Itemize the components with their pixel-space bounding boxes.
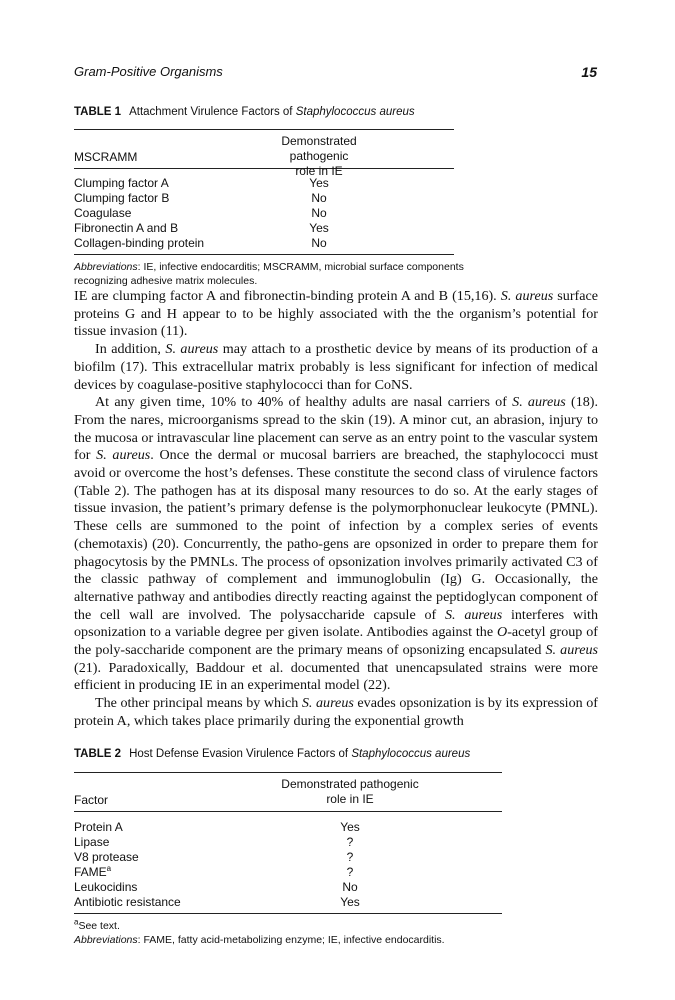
text-run: (18). From the nares, microorganisms spread to the skin (19). A minor cut, an abrasion, injury to the mucosa or intravascular line placement can serve as an entry point to the vascular system for — [74, 394, 599, 464]
table-cell-role: No — [311, 236, 327, 250]
table-1 — [74, 106, 464, 288]
table-cell-factor: Lipase — [74, 835, 110, 849]
table-row — [74, 895, 502, 910]
table-row — [74, 820, 502, 835]
table-cell-factor: Fibronectin A and B — [74, 221, 179, 235]
table-cell-factor: Coagulase — [74, 206, 132, 220]
paragraph-4 — [74, 695, 598, 730]
table-cell-factor: Collagen-binding protein — [74, 236, 205, 250]
table-2-caption-text: Host Defense Evasion Virulence Factors of — [129, 748, 352, 760]
table-row — [74, 191, 454, 206]
table-row — [74, 221, 454, 236]
table-1-label: TABLE 1 — [74, 106, 122, 118]
table-cell-factor: Clumping factor A — [74, 176, 169, 190]
table-cell-factor: V8 protease — [74, 850, 139, 864]
table-1-col2-header — [264, 134, 374, 179]
italic-letter: O — [497, 624, 508, 641]
table-row — [74, 865, 502, 880]
footnote-text: See text. — [78, 920, 120, 932]
table-2-col2-header-line2: role in IE — [326, 792, 374, 806]
abbreviations-text: : IE, infective endocarditis; MSCRAMM, microbial surface components — [137, 261, 464, 273]
factor-text: FAME — [74, 865, 107, 879]
table-2-header-row — [74, 773, 502, 811]
table-cell-role: ? — [346, 865, 354, 879]
table-cell-role: ? — [346, 850, 354, 864]
species-name: S. aureus — [500, 288, 554, 304]
table-2 — [74, 748, 502, 947]
abbreviations-label: Abbreviations — [74, 934, 138, 946]
table-row — [74, 176, 454, 191]
text-run: IE are clumping factor A and fibronectin-binding protein A and B (15,16). — [74, 288, 501, 304]
text-run: interferes with opsonization to a variable degree per given isolate. Antibodies against the — [74, 606, 598, 641]
table-1-col1-header: MSCRAMM — [74, 150, 138, 164]
species-name: S. aureus — [165, 341, 219, 358]
table-1-caption-text: Attachment Virulence Factors of — [129, 106, 296, 118]
table-cell-role: Yes — [340, 820, 360, 834]
species-name: S. aureus — [445, 606, 503, 623]
page-number: 15 — [581, 64, 597, 80]
paragraph-2 — [74, 341, 598, 394]
abbreviations-label: Abbreviations — [74, 261, 138, 273]
abbreviations-text: : FAME, fatty acid-metabolizing enzyme; IE, infective endocarditis. — [137, 934, 445, 946]
table-row — [74, 206, 454, 221]
table-1-col2-header-line2: role in IE — [295, 164, 343, 178]
table-2-abbreviations — [74, 933, 502, 947]
table-1-abbreviations — [74, 260, 464, 288]
table-cell-factor: Protein A — [74, 820, 123, 834]
text-run: At any given time, 10% to 40% of healthy adults are nasal carriers of — [95, 394, 513, 411]
species-name: S. aureus — [301, 695, 354, 712]
table-1-col2-header-line1: Demonstrated pathogenic — [281, 134, 357, 163]
footnote-marker: a — [74, 917, 79, 927]
table-row — [74, 850, 502, 865]
table-1-bottom-rule — [74, 254, 454, 255]
species-name: S. aureus — [512, 394, 566, 411]
table-cell-role: ? — [346, 835, 354, 849]
table-cell-factor — [74, 865, 111, 880]
paragraph-3 — [74, 394, 598, 695]
table-2-col2-header-line1: Demonstrated pathogenic — [281, 777, 419, 791]
table-row — [74, 236, 454, 251]
table-2-caption-species: Staphylococcus aureus — [351, 748, 471, 760]
table-cell-factor: Leukocidins — [74, 880, 138, 894]
table-cell-factor: Clumping factor B — [74, 191, 170, 205]
text-run: In addition, — [95, 341, 166, 358]
text-run: surface proteins G and H appear to to be highly associated with the the organism’s potential for tissue invasion (11). — [74, 288, 598, 340]
abbreviations-text-cont: recognizing adhesive matrix molecules. — [74, 275, 258, 287]
species-name: S. aureus — [96, 447, 151, 464]
body-text — [74, 288, 598, 731]
table-2-footnote — [74, 919, 502, 933]
table-2-caption — [74, 748, 502, 760]
table-2-footnotes — [74, 919, 502, 947]
text-run: may attach to a prosthetic device by means of its production of a biofilm (17). This extracellular matrix probably is less significant for infection of medical devices by coagulase-positive staphylococci than for CoNS. — [74, 341, 599, 393]
table-1-caption-species: Staphylococcus aureus — [295, 106, 415, 118]
table-cell-factor: Antibiotic resistance — [74, 895, 181, 909]
footnote-marker: a — [106, 864, 112, 873]
paragraph-1 — [74, 288, 598, 341]
table-row — [74, 880, 502, 895]
text-run: (21). Paradoxically, Baddour et al. documented that unencapsulated strains were more efficient in producing IE in an experimental model (22). — [74, 659, 598, 694]
text-run: -acetyl group of the poly-saccharide component are the primary means of opsonizing encapsulated — [74, 624, 598, 659]
table-cell-role: No — [311, 206, 327, 220]
table-cell-role: No — [342, 880, 358, 894]
running-head-title: Gram-Positive Organisms — [74, 64, 223, 79]
table-2-bottom-rule — [74, 913, 502, 914]
table-1-caption — [74, 106, 454, 118]
table-cell-role: Yes — [309, 221, 329, 235]
table-2-label: TABLE 2 — [74, 748, 122, 760]
species-name: S. aureus — [545, 642, 598, 659]
table-cell-role: No — [311, 191, 327, 205]
table-cell-role: Yes — [340, 895, 360, 909]
table-2-col1-header: Factor — [74, 793, 109, 807]
table-row — [74, 835, 502, 850]
table-cell-role: Yes — [309, 176, 329, 190]
table-2-col2-header — [280, 777, 420, 807]
text-run: The other principal means by which — [95, 695, 302, 712]
text-run: . Once the dermal or mucosal barriers are breached, the staphylococci must avoid or overcome the host’s defenses. These constitute the second class of virulence factors (Table 2). The pathogen has at its disposal many resources to do so. At the early stages of tissue invasion, the patient’s primary defense is the polymorphonuclear leukocyte (PMNL). These cells are summoned to the point of infection by a complex series of events (chemotaxis) (20). Concurrently, the patho-gens are opsonized in order to prepare them for phagocytosis by the PMNLs. The process of opsonization involves primarily activated C3 of the classic pathway of complement and immunoglobulin (Ig) G. Occasionally, the alternative pathway and antibodies directly reacting against the peptidoglycan component of the cell wall are involved. The polysaccharide capsule of — [74, 447, 599, 623]
text-run: evades opsonization is by its expression of protein A, which takes place primarily during the exponential growth — [74, 695, 598, 729]
running-head — [74, 64, 597, 82]
table-1-header-row — [74, 130, 454, 178]
